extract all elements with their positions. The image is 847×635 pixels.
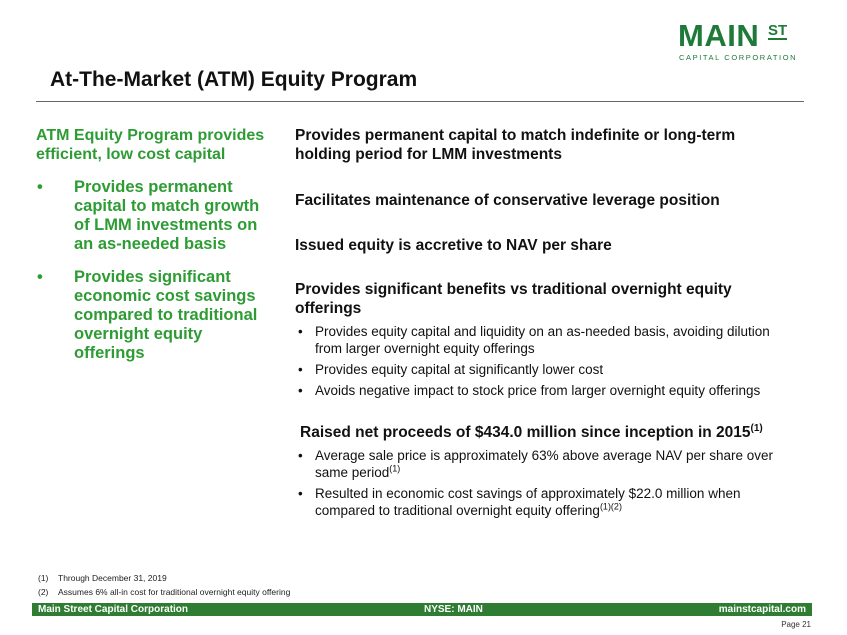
main-street-logo <box>678 20 796 62</box>
bullet-icon: • <box>298 448 303 463</box>
net-proceeds-text: Raised net proceeds of $434.0 million since inception in 2015 <box>300 424 751 441</box>
footnote-number: (2) <box>38 587 49 597</box>
summary-bullet-list <box>36 178 268 363</box>
summary-bullet-text: Provides permanent capital to match growth of LMM investments on an as-needed basis <box>74 178 260 253</box>
footer-company: Main Street Capital Corporation <box>38 604 189 615</box>
page-title: At-The-Market (ATM) Equity Program <box>50 68 418 91</box>
bullet-icon: • <box>298 362 303 377</box>
proceeds-text: Resulted in economic cost savings of approximately $22.0 million when compared to traditional overnight equity offering <box>315 486 741 518</box>
proceeds-item <box>295 485 800 519</box>
benefit-item <box>295 361 800 378</box>
point-net-proceeds <box>300 423 800 442</box>
right-detail-panel <box>295 126 800 523</box>
footer-website: mainstcapital.com <box>718 604 806 615</box>
point-permanent-capital: Provides permanent capital to match indefinite or long-term holding period for LMM investments <box>295 127 736 163</box>
title-divider <box>36 101 804 102</box>
footnote-text: Through December 31, 2019 <box>58 573 167 583</box>
benefit-item <box>295 323 800 357</box>
footnote <box>38 573 167 583</box>
benefits-list <box>295 323 800 399</box>
bullet-icon: • <box>298 383 303 398</box>
benefit-text: Provides equity capital and liquidity on an as-needed basis, avoiding dilution from larger overnight equity offerings <box>315 324 770 356</box>
bullet-icon: • <box>37 178 43 196</box>
point-leverage: Facilitates maintenance of conservative leverage position <box>295 192 720 209</box>
footer-bar <box>32 603 812 616</box>
footnote-ref: (1) <box>750 422 763 434</box>
footnote-ref: (1)(2) <box>599 501 622 512</box>
footnote <box>38 587 290 597</box>
summary-bullet-text: Provides significant economic cost savings compared to traditional overnight equity offerings <box>74 268 258 362</box>
benefit-item <box>295 382 800 399</box>
left-summary-panel <box>36 126 268 377</box>
point-benefits: Provides significant benefits vs traditional overnight equity offerings <box>295 281 732 317</box>
logo-subtitle: CAPITAL CORPORATION <box>679 53 798 62</box>
logo-st: ST <box>768 22 788 39</box>
footnote-ref: (1) <box>389 463 401 474</box>
proceeds-item <box>295 447 800 481</box>
footnote-number: (1) <box>38 573 49 583</box>
bullet-icon: • <box>37 268 43 286</box>
proceeds-list <box>295 447 800 519</box>
footnote-text: Assumes 6% all-in cost for traditional overnight equity offering <box>58 587 291 597</box>
proceeds-text: Average sale price is approximately 63% above average NAV per share over same period <box>315 448 773 480</box>
logo-wordmark: MAIN <box>678 18 760 53</box>
bullet-icon: • <box>298 486 303 501</box>
bullet-icon: • <box>298 324 303 339</box>
benefit-text: Provides equity capital at significantly lower cost <box>315 362 604 377</box>
summary-heading: ATM Equity Program provides efficient, low cost capital <box>36 127 265 163</box>
footer-ticker: NYSE: MAIN <box>424 604 483 615</box>
point-nav-accretive: Issued equity is accretive to NAV per share <box>295 237 612 254</box>
benefit-text: Avoids negative impact to stock price from larger overnight equity offerings <box>315 383 761 398</box>
summary-bullet <box>36 178 268 254</box>
page-number: Page 21 <box>781 620 811 629</box>
summary-bullet <box>36 268 268 363</box>
